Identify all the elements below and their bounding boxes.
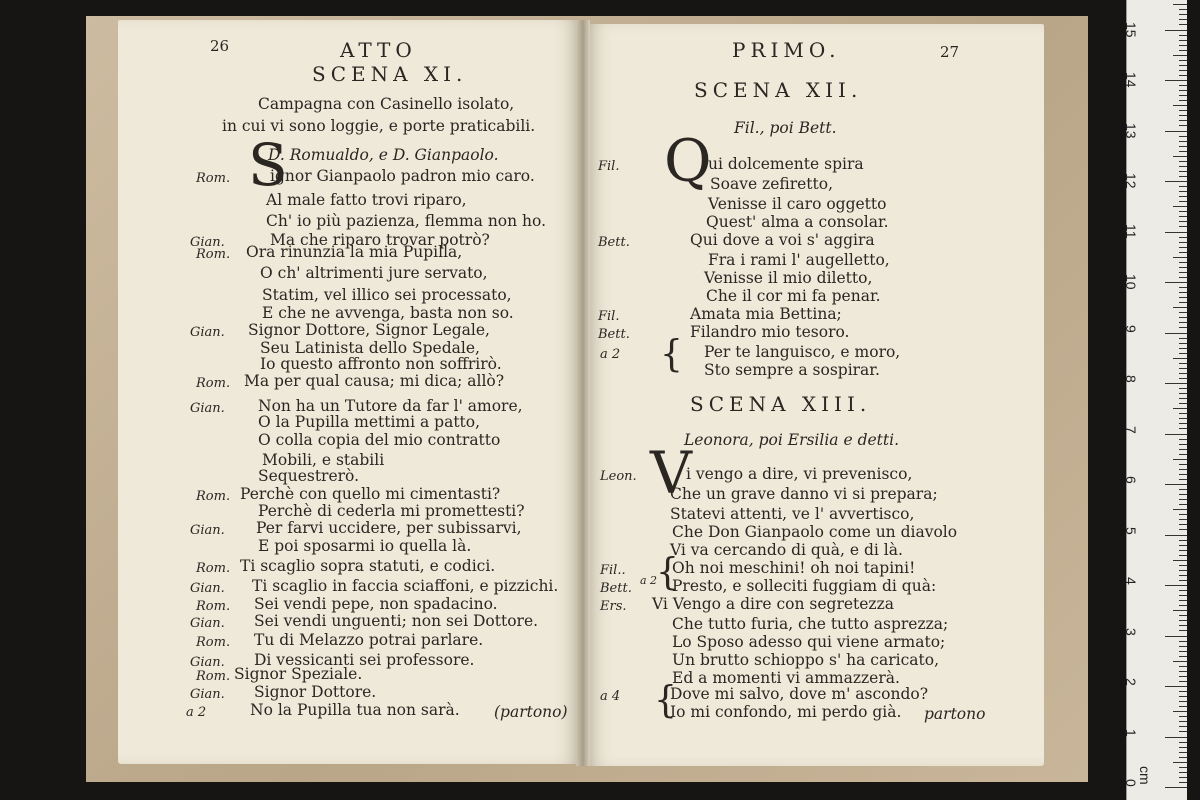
ruler-tick xyxy=(1179,196,1187,197)
ruler-tick xyxy=(1179,161,1187,162)
verse-line: Signor Dottore. xyxy=(254,683,377,701)
verse-line: Io mi confondo, mi perdo già. xyxy=(670,703,902,721)
ruler-tick xyxy=(1179,540,1187,541)
ruler-tick xyxy=(1179,782,1187,783)
ruler-tick xyxy=(1179,524,1187,525)
ruler-tick xyxy=(1179,343,1187,344)
scene-xiii-characters: Leonora, poi Ersilia e detti. xyxy=(684,431,900,449)
ruler-tick xyxy=(1179,14,1187,15)
ruler-tick xyxy=(1179,777,1187,778)
ruler-tick xyxy=(1165,686,1187,687)
ruler-tick xyxy=(1179,35,1187,36)
ruler-tick xyxy=(1179,595,1187,596)
ruler-tick xyxy=(1179,70,1187,71)
speaker-label: Gian. xyxy=(190,523,225,538)
measuring-ruler xyxy=(1123,0,1187,800)
verse-line: O ch' altrimenti jure servato, xyxy=(260,264,488,282)
ruler-tick xyxy=(1179,388,1187,389)
ruler-tick xyxy=(1179,620,1187,621)
verse-line: Fra i rami l' augelletto, xyxy=(708,251,890,269)
speaker-label: Gian. xyxy=(190,687,225,702)
verse-line: Qui dove a voi s' aggira xyxy=(690,231,875,249)
ruler-tick xyxy=(1179,600,1187,601)
ruler-tick xyxy=(1179,247,1187,248)
ruler-tick xyxy=(1179,317,1187,318)
verse-line: Vi Vengo a dire con segretezza xyxy=(652,595,894,613)
ruler-tick xyxy=(1179,312,1187,313)
ruler-tick xyxy=(1173,206,1187,207)
ruler-tick xyxy=(1173,509,1187,510)
verse-line: Quest' alma a consolar. xyxy=(706,213,889,231)
ruler-tick xyxy=(1179,706,1187,707)
ruler-tick xyxy=(1173,560,1187,561)
speaker-label: Bett. xyxy=(598,235,630,250)
ruler-tick xyxy=(1179,85,1187,86)
ruler-number: 5 xyxy=(1123,526,1139,535)
ruler-tick xyxy=(1179,24,1187,25)
verse-line: Sei vendi pepe, non spadacino. xyxy=(254,595,498,613)
ruler-number: 6 xyxy=(1123,476,1139,484)
ruler-tick xyxy=(1179,721,1187,722)
verse-line: Oh noi meschini! oh noi tapini! xyxy=(672,559,916,577)
verse-line: Mobili, e stabili xyxy=(262,451,385,469)
a2-marker: a 2 xyxy=(640,574,658,587)
verse-line: Ma che riparo trovar potrò? xyxy=(270,231,490,249)
ruler-tick xyxy=(1179,565,1187,566)
ruler-tick xyxy=(1179,464,1187,465)
verse-line: Seu Latinista dello Spedale, xyxy=(260,339,480,357)
drop-cap-q: Q xyxy=(664,127,712,195)
ruler-tick xyxy=(1173,55,1187,56)
ruler-tick xyxy=(1179,747,1187,748)
ruler-tick xyxy=(1173,307,1187,308)
ruler-tick xyxy=(1165,181,1187,182)
ruler-tick xyxy=(1179,555,1187,556)
ruler-tick xyxy=(1165,333,1187,334)
ruler-tick xyxy=(1179,368,1187,369)
ruler-tick xyxy=(1179,454,1187,455)
page-number-right: 27 xyxy=(940,43,960,61)
ruler-number: 8 xyxy=(1123,375,1139,383)
ruler-tick xyxy=(1179,136,1187,137)
scene-xi-characters: D. Romualdo, e D. Gianpaolo. xyxy=(268,146,499,164)
ruler-tick xyxy=(1179,666,1187,667)
verse-line: Statevi attenti, ve l' avvertisco, xyxy=(670,505,915,523)
ruler-tick xyxy=(1179,292,1187,293)
ruler-tick xyxy=(1179,297,1187,298)
verse-line: Venisse il caro oggetto xyxy=(708,195,887,213)
ruler-tick xyxy=(1165,30,1187,31)
drop-cap-v: V xyxy=(650,439,692,507)
verse-line: E che ne avvenga, basta non so. xyxy=(262,304,514,322)
verse-line: ignor Gianpaolo padron mio caro. xyxy=(270,167,535,185)
ruler-tick xyxy=(1173,711,1187,712)
ruler-tick xyxy=(1179,211,1187,212)
ruler-tick xyxy=(1179,242,1187,243)
verse-line: No la Pupilla tua non sarà. xyxy=(250,701,460,719)
ruler-tick xyxy=(1179,701,1187,702)
ruler-tick xyxy=(1173,408,1187,409)
verse-line: Ti scaglio in faccia sciaffoni, e pizzichi. xyxy=(252,577,559,595)
ruler-tick xyxy=(1179,726,1187,727)
ruler-tick xyxy=(1179,50,1187,51)
verse-line: ui dolcemente spira xyxy=(708,155,864,173)
ruler-number: 4 xyxy=(1123,577,1139,585)
verse-line: Venisse il mio diletto, xyxy=(704,269,873,287)
ruler-tick xyxy=(1179,439,1187,440)
ruler-tick xyxy=(1179,110,1187,111)
ruler-tick xyxy=(1179,681,1187,682)
verse-line: Io questo affronto non soffrirò. xyxy=(260,355,502,373)
ruler-tick xyxy=(1173,257,1187,258)
ruler-number: 7 xyxy=(1123,425,1139,434)
verse-line: Sto sempre a sospirar. xyxy=(704,361,880,379)
ruler-tick xyxy=(1179,348,1187,349)
verse-line: Lo Sposo adesso qui viene armato; xyxy=(672,633,946,651)
ruler-tick xyxy=(1179,75,1187,76)
ruler-tick xyxy=(1165,434,1187,435)
ruler-number: 3 xyxy=(1123,627,1139,636)
speaker-label: a 2 xyxy=(186,705,207,720)
verse-line: Vi va cercando di quà, e di là. xyxy=(670,541,903,559)
ruler-tick xyxy=(1179,302,1187,303)
ruler-tick xyxy=(1179,221,1187,222)
ruler-tick xyxy=(1179,630,1187,631)
ruler-number: 12 xyxy=(1123,173,1139,189)
ruler-unit: cm xyxy=(1137,766,1153,785)
ruler-tick xyxy=(1179,479,1187,480)
speaker-label: Gian. xyxy=(190,401,225,416)
speaker-label: Rom. xyxy=(196,376,231,391)
ruler-tick xyxy=(1179,378,1187,379)
ruler-tick xyxy=(1165,232,1187,233)
ruler-number: 0 xyxy=(1123,779,1139,787)
ruler-tick xyxy=(1179,423,1187,424)
ruler-tick xyxy=(1165,282,1187,283)
verse-line: Ed a momenti vi ammazzerà. xyxy=(672,669,900,687)
ruler-tick xyxy=(1179,373,1187,374)
verse-line: Ma per qual causa; mi dica; allò? xyxy=(244,372,505,390)
speaker-label: Bett. xyxy=(600,581,632,596)
ruler-tick xyxy=(1179,100,1187,101)
verse-line: Ch' io più pazienza, flemma non ho. xyxy=(266,212,547,230)
ruler-tick xyxy=(1179,550,1187,551)
ruler-tick xyxy=(1179,651,1187,652)
speaker-label: Bett. xyxy=(598,327,630,342)
verse-line: i vengo a dire, vi prevenisco, xyxy=(686,465,913,483)
verse-line: Filandro mio tesoro. xyxy=(690,323,850,341)
ruler-tick xyxy=(1179,201,1187,202)
speaker-label: Fil. xyxy=(598,309,620,324)
ruler-tick xyxy=(1179,671,1187,672)
ruler-number: 1 xyxy=(1123,728,1139,737)
ruler-tick xyxy=(1179,716,1187,717)
setting-line-1: Campagna con Casinello isolato, xyxy=(258,95,515,113)
ruler-tick xyxy=(1179,277,1187,278)
ruler-tick xyxy=(1179,338,1187,339)
scene-xii-characters: Fil., poi Bett. xyxy=(734,119,837,137)
ruler-tick xyxy=(1179,731,1187,732)
ruler-tick xyxy=(1179,40,1187,41)
brace-icon: { xyxy=(660,332,683,376)
ruler-tick xyxy=(1179,529,1187,530)
ruler-tick xyxy=(1173,105,1187,106)
verse-line: Perchè di cederla mi promettesti? xyxy=(258,502,525,520)
ruler-tick xyxy=(1179,444,1187,445)
ruler-tick xyxy=(1179,646,1187,647)
ruler-number: 2 xyxy=(1123,678,1139,686)
speaker-label: Rom. xyxy=(196,247,231,262)
ruler-tick xyxy=(1179,742,1187,743)
verse-line: Al male fatto trovi riparo, xyxy=(266,191,467,209)
ruler-tick xyxy=(1179,322,1187,323)
verse-line: Dove mi salvo, dove m' ascondo? xyxy=(670,685,929,703)
ruler-tick xyxy=(1173,610,1187,611)
verse-line: Ora rinunzia la mia Pupilla, xyxy=(246,243,463,261)
ruler-tick xyxy=(1179,575,1187,576)
verse-line: Un brutto schioppo s' ha caricato, xyxy=(672,651,940,669)
ruler-tick xyxy=(1179,120,1187,121)
speaker-label: Rom. xyxy=(196,561,231,576)
speaker-label: Rom. xyxy=(196,599,231,614)
ruler-tick xyxy=(1179,656,1187,657)
ruler-tick xyxy=(1179,570,1187,571)
ruler-tick xyxy=(1179,494,1187,495)
ruler-tick xyxy=(1179,176,1187,177)
exit-note-left: (partono) xyxy=(494,703,568,721)
ruler-tick xyxy=(1179,615,1187,616)
ruler-tick xyxy=(1179,449,1187,450)
verse-line: Soave zefiretto, xyxy=(710,175,834,193)
ruler-tick xyxy=(1173,459,1187,460)
running-head-left: ATTO xyxy=(340,38,417,62)
ruler-tick xyxy=(1179,545,1187,546)
ruler-tick xyxy=(1179,237,1187,238)
speaker-label: Rom. xyxy=(196,669,231,684)
ruler-tick xyxy=(1165,484,1187,485)
ruler-tick xyxy=(1179,403,1187,404)
ruler-tick xyxy=(1179,499,1187,500)
drop-cap-s: S xyxy=(248,131,288,199)
ruler-tick xyxy=(1179,216,1187,217)
ruler-tick xyxy=(1179,115,1187,116)
ruler-tick xyxy=(1179,186,1187,187)
ruler-tick xyxy=(1179,772,1187,773)
exit-note-right: partono xyxy=(924,705,986,723)
verse-line: Signor Speziale. xyxy=(234,665,363,683)
ruler-tick xyxy=(1179,171,1187,172)
ruler-number: 14 xyxy=(1123,72,1139,88)
ruler-tick xyxy=(1179,519,1187,520)
verse-line: Non ha un Tutore da far l' amore, xyxy=(258,397,523,415)
speaker-label: Rom. xyxy=(196,171,231,186)
book-gutter xyxy=(576,20,590,766)
verse-line: Presto, e solleciti fuggiam di quà: xyxy=(672,577,937,595)
verse-line: E poi sposarmi io quella là. xyxy=(258,537,472,555)
ruler-tick xyxy=(1165,383,1187,384)
speaker-label: Gian. xyxy=(190,581,225,596)
speaker-label: Rom. xyxy=(196,635,231,650)
setting-line-2: in cui vi sono loggie, e porte praticabili. xyxy=(222,117,536,135)
ruler-tick xyxy=(1179,252,1187,253)
ruler-tick xyxy=(1179,398,1187,399)
ruler-tick xyxy=(1173,661,1187,662)
brace-icon: { xyxy=(656,550,679,594)
verse-line: Che un grave danno vi si prepara; xyxy=(670,485,938,503)
ruler-tick xyxy=(1179,151,1187,152)
ruler-tick xyxy=(1179,605,1187,606)
ruler-tick xyxy=(1165,787,1187,788)
speaker-label: Gian. xyxy=(190,616,225,631)
speaker-label: a 2 xyxy=(600,347,621,362)
ruler-number: 15 xyxy=(1123,21,1139,38)
ruler-tick xyxy=(1179,267,1187,268)
ruler-tick xyxy=(1179,580,1187,581)
ruler-tick xyxy=(1179,363,1187,364)
ruler-tick xyxy=(1179,691,1187,692)
verse-line: Che Don Gianpaolo come un diavolo xyxy=(672,523,958,541)
ruler-number: 9 xyxy=(1123,324,1139,333)
speaker-label: Gian. xyxy=(190,235,225,250)
ruler-tick xyxy=(1165,535,1187,536)
ruler-tick xyxy=(1179,95,1187,96)
ruler-tick xyxy=(1179,625,1187,626)
speaker-label: Leon. xyxy=(600,469,637,484)
verse-line: O la Pupilla mettimi a patto, xyxy=(258,413,481,431)
ruler-tick xyxy=(1179,9,1187,10)
ruler-tick xyxy=(1173,762,1187,763)
ruler-number: 10 xyxy=(1123,274,1139,290)
speaker-label: a 4 xyxy=(600,689,621,704)
verse-line: Amata mia Bettina; xyxy=(690,305,842,323)
ruler-tick xyxy=(1179,767,1187,768)
ruler-tick xyxy=(1179,514,1187,515)
verse-line: Sei vendi unguenti; non sei Dottore. xyxy=(254,612,539,630)
verse-line: Di vessicanti sei professore. xyxy=(254,651,475,669)
verse-line: Perchè con quello mi cimentasti? xyxy=(240,485,501,503)
ruler-number: 13 xyxy=(1123,122,1139,139)
ruler-tick xyxy=(1179,191,1187,192)
ruler-tick xyxy=(1179,696,1187,697)
ruler-tick xyxy=(1179,45,1187,46)
ruler-tick xyxy=(1179,474,1187,475)
verse-line: Per te languisco, e moro, xyxy=(704,343,901,361)
ruler-tick xyxy=(1179,393,1187,394)
verse-line: Che tutto furia, che tutto asprezza; xyxy=(672,615,949,633)
verse-line: Ti scaglio sopra statuti, e codici. xyxy=(240,557,496,575)
ruler-tick xyxy=(1165,80,1187,81)
verse-line: Statim, vel illico sei processato, xyxy=(262,286,512,304)
ruler-tick xyxy=(1173,358,1187,359)
ruler-tick xyxy=(1179,641,1187,642)
verse-line: Tu di Melazzo potrai parlare. xyxy=(254,631,484,649)
scene-title-xii: SCENA XII. xyxy=(694,78,863,102)
ruler-tick xyxy=(1179,90,1187,91)
verse-line: Sequestrerò. xyxy=(258,467,360,485)
verse-line: O colla copia del mio contratto xyxy=(258,431,501,449)
speaker-label: Rom. xyxy=(196,489,231,504)
ruler-tick xyxy=(1165,737,1187,738)
ruler-tick xyxy=(1165,585,1187,586)
scene-title-xiii: SCENA XIII. xyxy=(690,392,872,416)
ruler-tick xyxy=(1179,327,1187,328)
ruler-number: 11 xyxy=(1123,223,1139,239)
speaker-label: Fil. xyxy=(598,159,620,174)
speaker-label: Gian. xyxy=(190,325,225,340)
ruler-tick xyxy=(1179,469,1187,470)
ruler-tick xyxy=(1179,272,1187,273)
ruler-tick xyxy=(1179,287,1187,288)
ruler-tick xyxy=(1179,125,1187,126)
page-number-left: 26 xyxy=(210,37,230,55)
ruler-tick xyxy=(1179,590,1187,591)
ruler-tick xyxy=(1179,504,1187,505)
speaker-label: Ers. xyxy=(600,599,627,614)
ruler-tick xyxy=(1179,413,1187,414)
ruler-tick xyxy=(1179,146,1187,147)
speaker-label: Gian. xyxy=(190,655,225,670)
ruler-tick xyxy=(1165,131,1187,132)
ruler-tick xyxy=(1179,166,1187,167)
ruler-tick xyxy=(1179,65,1187,66)
ruler-tick xyxy=(1179,262,1187,263)
ruler-tick xyxy=(1179,676,1187,677)
ruler-tick xyxy=(1173,156,1187,157)
ruler-tick xyxy=(1179,489,1187,490)
ruler-tick xyxy=(1165,636,1187,637)
ruler-tick xyxy=(1179,141,1187,142)
ruler-tick xyxy=(1179,19,1187,20)
ruler-tick xyxy=(1173,4,1187,5)
verse-line: Signor Dottore, Signor Legale, xyxy=(248,321,490,339)
ruler-tick xyxy=(1179,226,1187,227)
ruler-tick xyxy=(1179,60,1187,61)
speaker-label: Fil.. xyxy=(600,563,626,578)
ruler-tick xyxy=(1179,757,1187,758)
verse-line: Che il cor mi fa penar. xyxy=(706,287,881,305)
verse-line: Per farvi uccidere, per subissarvi, xyxy=(256,519,522,537)
scene-title-xi: SCENA XI. xyxy=(312,62,468,86)
running-head-right: PRIMO. xyxy=(732,38,841,62)
brace-icon: { xyxy=(654,678,677,722)
ruler-tick xyxy=(1179,353,1187,354)
ruler-tick xyxy=(1179,752,1187,753)
ruler-tick xyxy=(1179,418,1187,419)
ruler-tick xyxy=(1179,428,1187,429)
